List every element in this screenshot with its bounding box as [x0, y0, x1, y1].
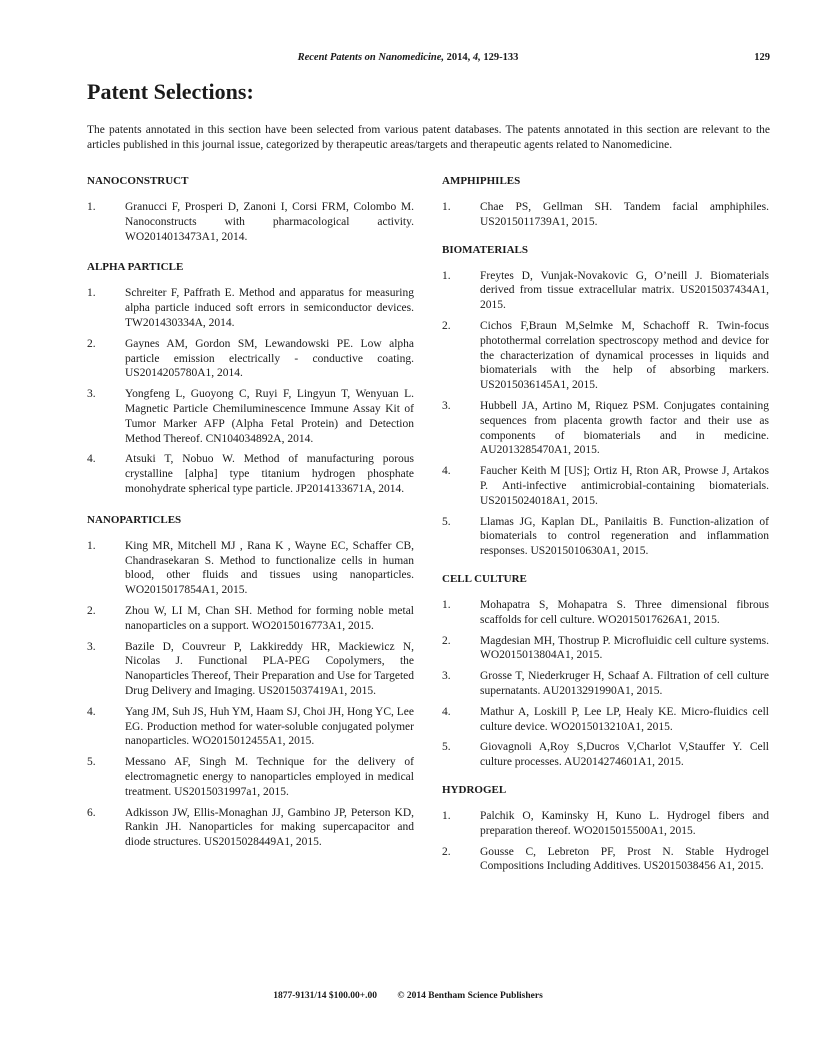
- entry-citation: Yongfeng L, Guoyong C, Ruyi F, Lingyun T, Wenyuan L. Magnetic Particle Chemiluminescence Immune Assay Kit of Tumor Marker AFP (Alpha Fetal Protein) and Detection Method Thereof. CN104034892A, 2014.: [125, 388, 414, 445]
- patent-entry: [87, 286, 414, 330]
- patent-entry: [442, 740, 769, 770]
- section-heading: ALPHA PARTICLE: [87, 261, 184, 274]
- copyright: © 2014 Bentham Science Publishers: [397, 991, 543, 1001]
- patent-list: [442, 200, 769, 230]
- patent-list: [87, 539, 414, 850]
- patent-entry: [87, 200, 414, 244]
- entry-citation: Faucher Keith M [US]; Ortiz H, Rton AR, Prowse J, Artakos P. Anti-infective antimicrobial-containing biomaterials. US2015024018A1, 2015.: [480, 465, 769, 507]
- patent-entry: [442, 705, 769, 735]
- section-nanoparticles: [87, 513, 414, 850]
- patent-entry: [442, 319, 769, 393]
- entry-number: 4.: [442, 705, 451, 718]
- right-column: [442, 174, 769, 880]
- entry-number: 1.: [442, 598, 451, 611]
- patent-entry: [442, 669, 769, 699]
- patent-entry: [442, 598, 769, 628]
- entry-number: 1.: [442, 201, 451, 213]
- entry-number: 4.: [87, 705, 96, 718]
- journal-volume: 4,: [472, 52, 481, 63]
- entry-citation: Atsuki T, Nobuo W. Method of manufacturing porous crystalline [alpha] type titanium hydrogen phosphate monohydrate spherical type particle. JP2014133671A, 2014.: [125, 453, 414, 495]
- entry-number: 3.: [87, 640, 96, 653]
- section-heading: BIOMATERIALS: [442, 243, 528, 256]
- patent-list: [442, 269, 769, 559]
- entry-citation: Yang JM, Suh JS, Huh YM, Haam SJ, Choi JH, Hong YC, Lee EG. Production method for water-soluble conjugated polymer nanoparticles. WO2015012455A1, 2015.: [125, 705, 414, 748]
- entry-number: 3.: [442, 399, 451, 412]
- section-heading: NANOPARTICLES: [87, 513, 182, 526]
- journal-name: Recent Patents on Nanomedicine,: [297, 52, 445, 63]
- patent-entry: [442, 464, 769, 508]
- patent-list: [87, 286, 414, 496]
- entry-number: 1.: [442, 269, 451, 282]
- section-heading: HYDROGEL: [442, 783, 507, 796]
- entry-number: 5.: [442, 515, 451, 528]
- section-amphiphiles: [442, 174, 769, 230]
- entry-citation: Chae PS, Gellman SH. Tandem facial amphiphiles. US2015011739A1, 2015.: [480, 201, 769, 228]
- entry-number: 5.: [442, 741, 451, 754]
- entry-citation: Schreiter F, Paffrath E. Method and apparatus for measuring alpha particle induced soft errors in semiconductor devices. TW201430334A, 2014.: [125, 287, 414, 329]
- entry-number: 2.: [87, 337, 96, 350]
- patent-entry: [87, 755, 414, 799]
- entry-number: 2.: [87, 604, 96, 617]
- patent-entry: [442, 269, 769, 313]
- entry-citation: King MR, Mitchell MJ , Rana K , Wayne EC, Schaffer CB, Chandrasekaran S. Method to functionalize cells in human blood, other fluids and tissues using nanoparticles. WO2015017854A1, 2015.: [125, 539, 414, 597]
- patent-list: [442, 598, 769, 770]
- left-column: [87, 174, 414, 856]
- entry-number: 5.: [87, 756, 96, 769]
- entry-citation: Cichos F,Braun M,Selmke M, Schachoff R. Twin-focus photothermal correlation spectroscopy method and device for the characterization of dynamical processes in liquids and biomaterials with the help of absorbing markers. US2015036145A1, 2015.: [480, 319, 769, 392]
- journal-pages: 129-133: [483, 52, 519, 63]
- entry-citation: Bazile D, Couvreur P, Lakkireddy HR, Mackiewicz N, Nicolas J. Functional PLA-PEG Copolymers, the Nanoparticles Thereof, Their Preparation and Use for Targeted Drug Delivery and Imaging. US2015037419A1, 2015.: [125, 640, 414, 697]
- entry-number: 4.: [442, 465, 451, 478]
- entry-citation: Mohapatra S, Mohapatra S. Three dimensional fibrous scaffolds for cell culture. WO2015017626A1, 2015.: [480, 598, 769, 626]
- patent-entry: [87, 387, 414, 446]
- entry-citation: Messano AF, Singh M. Technique for the delivery of electromagnetic energy to nanoparticles employed in medical treatment. US2015031997a1, 2015.: [125, 756, 414, 798]
- entry-citation: Hubbell JA, Artino M, Riquez PSM. Conjugates containing sequences from placenta growth factor and their use as components of biomaterials and in medicine. AU2013285470A1, 2015.: [480, 399, 769, 457]
- journal-citation: [0, 52, 816, 63]
- patent-list: [442, 809, 769, 874]
- patent-entry: [442, 515, 769, 559]
- intro-paragraph: The patents annotated in this section have been selected from various patent databases. The patents annotated in this section are relevant to the articles published in this journal issue, categorized by therapeutic areas/targets and therapeutic agents related to Nanomedicine.: [87, 124, 770, 151]
- entry-citation: Magdesian MH, Thostrup P. Microfluidic cell culture systems. WO2015013804A1, 2015.: [480, 634, 769, 662]
- page-title: Patent Selections:: [87, 79, 254, 104]
- patent-entry: [87, 452, 414, 496]
- entry-citation: Mathur A, Loskill P, Lee LP, Healy KE. Micro-fluidics cell culture device. WO2015013210A1, 2015.: [480, 705, 769, 733]
- entry-number: 3.: [442, 670, 451, 683]
- entry-number: 1.: [442, 809, 451, 822]
- journal-year: 2014,: [446, 52, 471, 63]
- entry-number: 4.: [87, 453, 96, 466]
- page-footer: [0, 991, 816, 1001]
- patent-entry: [87, 705, 414, 749]
- patent-entry: [87, 337, 414, 381]
- patent-entry: [442, 845, 769, 875]
- section-biomaterials: [442, 243, 769, 559]
- section-cell-culture: [442, 572, 769, 770]
- entry-number: 2.: [442, 845, 451, 858]
- page-number: 129: [754, 52, 770, 63]
- entry-number: 2.: [442, 634, 451, 647]
- entry-citation: Gousse C, Lebreton PF, Prost N. Stable Hydrogel Compositions Including Additives. US2015038456 A1, 2015.: [480, 845, 769, 873]
- section-alpha-particle: [87, 260, 414, 496]
- entry-citation: Giovagnoli A,Roy S,Ducros V,Charlot V,Stauffer Y. Cell culture processes. AU2014274601A1, 2015.: [480, 741, 769, 769]
- patent-entry: [87, 604, 414, 634]
- patent-entry: [442, 200, 769, 230]
- section-hydrogel: [442, 783, 769, 874]
- patent-entry: [87, 640, 414, 699]
- entry-number: 1.: [87, 539, 96, 552]
- patent-entry: [87, 539, 414, 598]
- issn-price: 1877-9131/14 $100.00+.00: [273, 991, 378, 1001]
- entry-number: 6.: [87, 806, 96, 819]
- section-heading: NANOCONSTRUCT: [87, 175, 189, 187]
- entry-citation: Zhou W, LI M, Chan SH. Method for forming noble metal nanoparticles on a support. WO2015016773A1, 2015.: [125, 604, 414, 632]
- patent-entry: [442, 399, 769, 458]
- entry-citation: Llamas JG, Kaplan DL, Panilaitis B. Function-alization of biomaterials to control regeneration and inflammation responses. US2015010630A1, 2015.: [480, 515, 769, 558]
- entry-number: 1.: [87, 287, 96, 300]
- entry-citation: Granucci F, Prosperi D, Zanoni I, Corsi FRM, Colombo M. Nanoconstructs with pharmacological activity. WO2014013473A1, 2014.: [125, 201, 414, 243]
- entry-citation: Freytes D, Vunjak-Novakovic G, O’neill J. Biomaterials derived from tissue extracellular matrix. US2015037434A1, 2015.: [480, 269, 769, 312]
- running-header: [0, 52, 816, 68]
- section-heading: AMPHIPHILES: [442, 175, 521, 187]
- patent-list: [87, 200, 414, 244]
- section-nanoconstruct: [87, 174, 414, 244]
- entry-number: 1.: [87, 201, 96, 213]
- entry-citation: Palchik O, Kaminsky H, Kuno L. Hydrogel fibers and preparation thereof. WO2015015500A1, 2015.: [480, 809, 769, 837]
- entry-number: 2.: [442, 319, 451, 332]
- entry-citation: Adkisson JW, Ellis-Monaghan JJ, Gambino JP, Peterson KD, Rankin JH. Nanoparticles for making supercapacitor and diode structures. US2015028449A1, 2015.: [125, 806, 414, 849]
- patent-entry: [442, 634, 769, 664]
- entry-number: 3.: [87, 388, 96, 401]
- patent-entry: [87, 806, 414, 850]
- entry-citation: Gaynes AM, Gordon SM, Lewandowski PE. Low alpha particle emission electrically - conductive coating. US2014205780A1, 2014.: [125, 337, 414, 380]
- entry-citation: Grosse T, Niederkruger H, Schaaf A. Filtration of cell culture supernatants. AU2013291990A1, 2015.: [480, 670, 769, 697]
- patent-entry: [442, 809, 769, 839]
- section-heading: CELL CULTURE: [442, 572, 527, 585]
